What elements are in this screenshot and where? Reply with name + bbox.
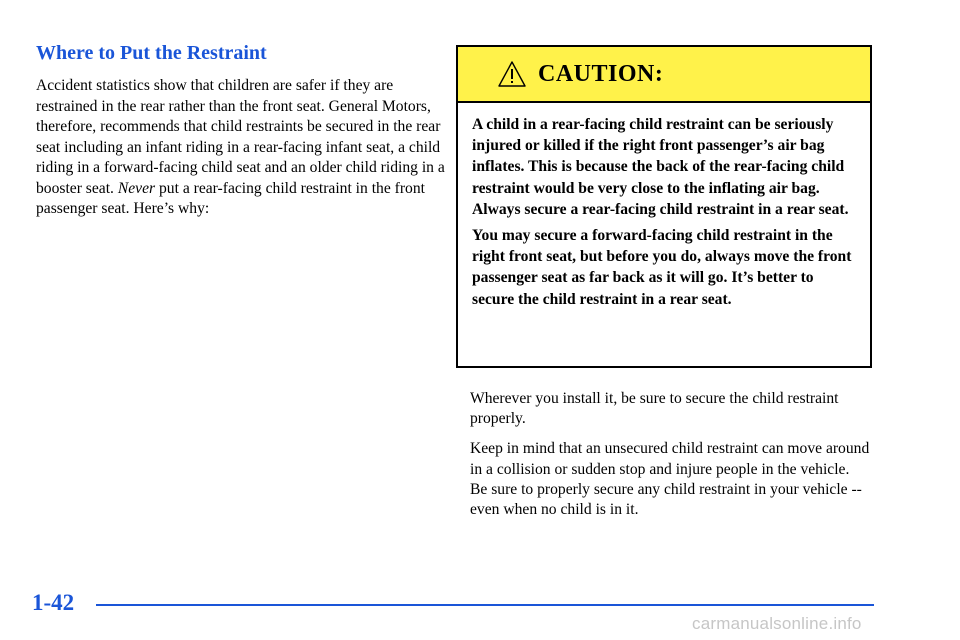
- caution-title: CAUTION:: [538, 61, 664, 87]
- body-paragraph-2: Keep in mind that an unsecured child restraint can move around in a collision or sudden stop and injure people in the vehicle. Be sure to properly secure any child restraint in your vehicle -- even when no child is in it.: [470, 440, 870, 519]
- intro-text: [36, 76, 448, 220]
- intro-paragraph: [36, 76, 448, 220]
- section-heading: Where to Put the Restraint: [36, 42, 267, 64]
- caution-box: [456, 45, 872, 368]
- warning-triangle-icon: [498, 61, 526, 87]
- body-text: [470, 389, 870, 530]
- caution-paragraph-2: You may secure a forward-facing child restraint in the right front seat, but before you do, always move the front passenger seat as far back as it will go. It’s better to secure the child restraint in a rear seat.: [472, 227, 852, 308]
- caution-header: [458, 47, 870, 103]
- caution-body: [458, 103, 870, 310]
- footer-rule: [96, 604, 874, 606]
- intro-emphasis: Never: [117, 179, 156, 197]
- body-paragraph-1: Wherever you install it, be sure to secure the child restraint properly.: [470, 390, 839, 428]
- intro-text-part1: Accident statistics show that children are safer if they are restrained in the rear rather than the front seat. General Motors, therefore, recommends that child restraints be secured in the rear seat including an infant riding in a rear-facing infant seat, a child riding in a forward-facing child seat and an older child riding in a booster seat.: [36, 77, 445, 197]
- intro-text-part2: put a rear-facing child restraint in the front passenger seat. Here’s why:: [36, 179, 425, 217]
- watermark: carmanualsonline.info: [692, 614, 862, 633]
- caution-paragraph-1: A child in a rear-facing child restraint can be seriously injured or killed if the right front passenger’s air bag inflates. This is because the back of the rear-facing child restraint would be very close to the inflating air bag. Always secure a rear-facing child restraint in a rear seat.: [472, 116, 849, 218]
- page-number: 1-42: [32, 590, 75, 615]
